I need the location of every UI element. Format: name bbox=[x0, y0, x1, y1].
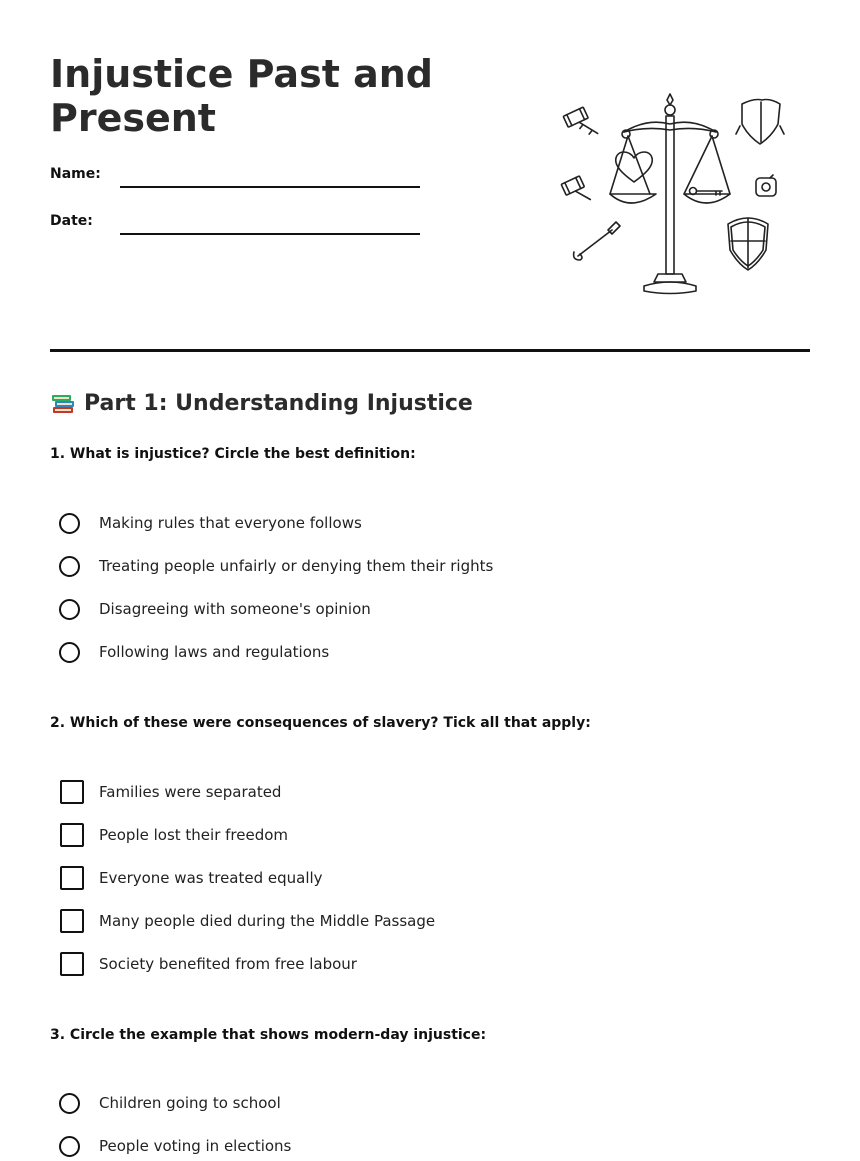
scales-of-justice-icon bbox=[610, 94, 730, 294]
gavel-icon bbox=[561, 176, 590, 208]
page-title: Injustice Past and Present bbox=[50, 52, 433, 140]
scales-of-justice-illustration bbox=[550, 88, 790, 296]
option-label: Society benefited from free labour bbox=[99, 955, 357, 973]
question-2: 2. Which of these were consequences of slavery? Tick all that apply: bbox=[50, 715, 591, 731]
option-label: Everyone was treated equally bbox=[99, 869, 323, 887]
checkbox[interactable] bbox=[60, 909, 84, 933]
radio-circle[interactable] bbox=[59, 642, 80, 663]
option-label: Children going to school bbox=[99, 1094, 281, 1112]
radio-circle[interactable] bbox=[59, 513, 80, 534]
radio-circle[interactable] bbox=[59, 1136, 80, 1157]
date-label: Date: bbox=[50, 213, 93, 229]
question-1-option-2[interactable] bbox=[59, 554, 494, 578]
shield-icon bbox=[728, 218, 768, 270]
option-label: Many people died during the Middle Passage bbox=[99, 912, 436, 930]
question-2-option-5[interactable] bbox=[59, 952, 357, 976]
question-1: 1. What is injustice? Circle the best definition: bbox=[50, 446, 416, 462]
section-title-text: Part 1: Understanding Injustice bbox=[84, 391, 473, 416]
checkbox[interactable] bbox=[60, 952, 84, 976]
checkbox[interactable] bbox=[60, 866, 84, 890]
badge-icon bbox=[756, 175, 776, 196]
question-2-option-3[interactable] bbox=[59, 866, 323, 890]
option-label: Treating people unfairly or denying them their rights bbox=[99, 557, 494, 575]
radio-circle[interactable] bbox=[59, 599, 80, 620]
option-label: Following laws and regulations bbox=[99, 643, 330, 661]
option-label: People voting in elections bbox=[99, 1137, 292, 1155]
radio-circle[interactable] bbox=[59, 1093, 80, 1114]
books-icon bbox=[50, 391, 76, 415]
option-label: People lost their freedom bbox=[99, 826, 289, 844]
hammer-icon bbox=[574, 222, 620, 260]
question-3: 3. Circle the example that shows modern-day injustice: bbox=[50, 1027, 487, 1043]
option-label: Disagreeing with someone's opinion bbox=[99, 600, 371, 618]
section-title-part-1 bbox=[50, 388, 473, 420]
question-3-option-1[interactable] bbox=[59, 1091, 281, 1115]
date-field[interactable] bbox=[120, 233, 420, 235]
question-1-option-3[interactable] bbox=[59, 597, 371, 621]
question-1-option-4[interactable] bbox=[59, 640, 330, 664]
name-field[interactable] bbox=[120, 186, 420, 188]
question-2-option-1[interactable] bbox=[59, 780, 282, 804]
checkbox[interactable] bbox=[60, 780, 84, 804]
shield-icon bbox=[736, 100, 784, 145]
radio-circle[interactable] bbox=[59, 556, 80, 577]
option-label: Families were separated bbox=[99, 783, 282, 801]
gavel-icon bbox=[563, 106, 597, 143]
option-label: Making rules that everyone follows bbox=[99, 514, 362, 532]
question-1-option-1[interactable] bbox=[59, 511, 362, 535]
question-2-option-2[interactable] bbox=[59, 823, 289, 847]
name-label: Name: bbox=[50, 166, 101, 182]
question-3-option-2[interactable] bbox=[59, 1134, 292, 1158]
header-divider bbox=[50, 349, 810, 352]
question-2-option-4[interactable] bbox=[59, 909, 436, 933]
checkbox[interactable] bbox=[60, 823, 84, 847]
